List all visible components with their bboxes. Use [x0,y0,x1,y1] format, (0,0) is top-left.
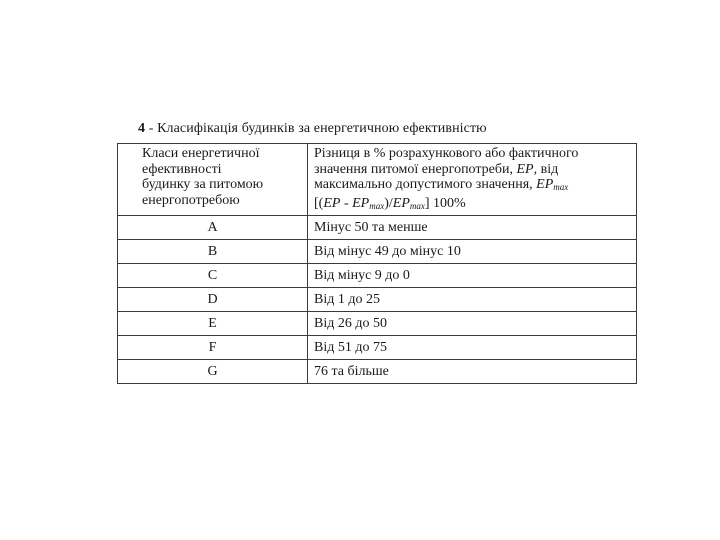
table-row [118,240,637,264]
energy-class-cell: G [118,360,308,384]
energy-class-cell: C [118,264,308,288]
header-class-line: Класи енергетичної [142,146,260,161]
difference-range-cell: 76 та більше [308,360,637,384]
table-row [118,312,637,336]
energy-class-cell: A [118,216,308,240]
table-row [118,216,637,240]
header-diff-line: максимально допустимого значення, $EP_{max}$ [314,177,569,192]
table-caption [138,121,487,137]
header-energy-class [118,144,308,216]
difference-range-cell: Мінус 50 та менше [308,216,637,240]
table-row [118,336,637,360]
header-class-line: енергопотребою [142,192,240,208]
table-row [118,360,637,384]
difference-range-cell: Від 26 до 50 [308,312,637,336]
difference-range-cell: Від 1 до 25 [308,288,637,312]
energy-class-table [117,143,637,384]
energy-class-cell: B [118,240,308,264]
header-diff-line: Різниця в % розрахункового або фактичного [314,146,579,161]
table-caption-text: - Класифікація будинків за енергетичною ефективністю [145,121,487,136]
table-row [118,264,637,288]
difference-range-cell: Від 51 до 75 [308,336,637,360]
energy-class-cell: D [118,288,308,312]
energy-class-cell: E [118,312,308,336]
header-difference [308,144,637,216]
table-header-row [118,144,637,216]
energy-class-cell: F [118,336,308,360]
header-diff-line: значення питомої енергопотреби, EP, від [314,161,559,177]
difference-range-cell: Від мінус 9 до 0 [308,264,637,288]
difference-range-cell: Від мінус 49 до мінус 10 [308,240,637,264]
header-class-line: ефективності [142,161,222,177]
table-row [118,288,637,312]
header-formula: $[(EP - EP_{max})/EP_{max}]$ 100% [314,195,466,211]
table-number: 4 [138,121,146,136]
header-class-line: будинку за питомою [142,177,264,192]
